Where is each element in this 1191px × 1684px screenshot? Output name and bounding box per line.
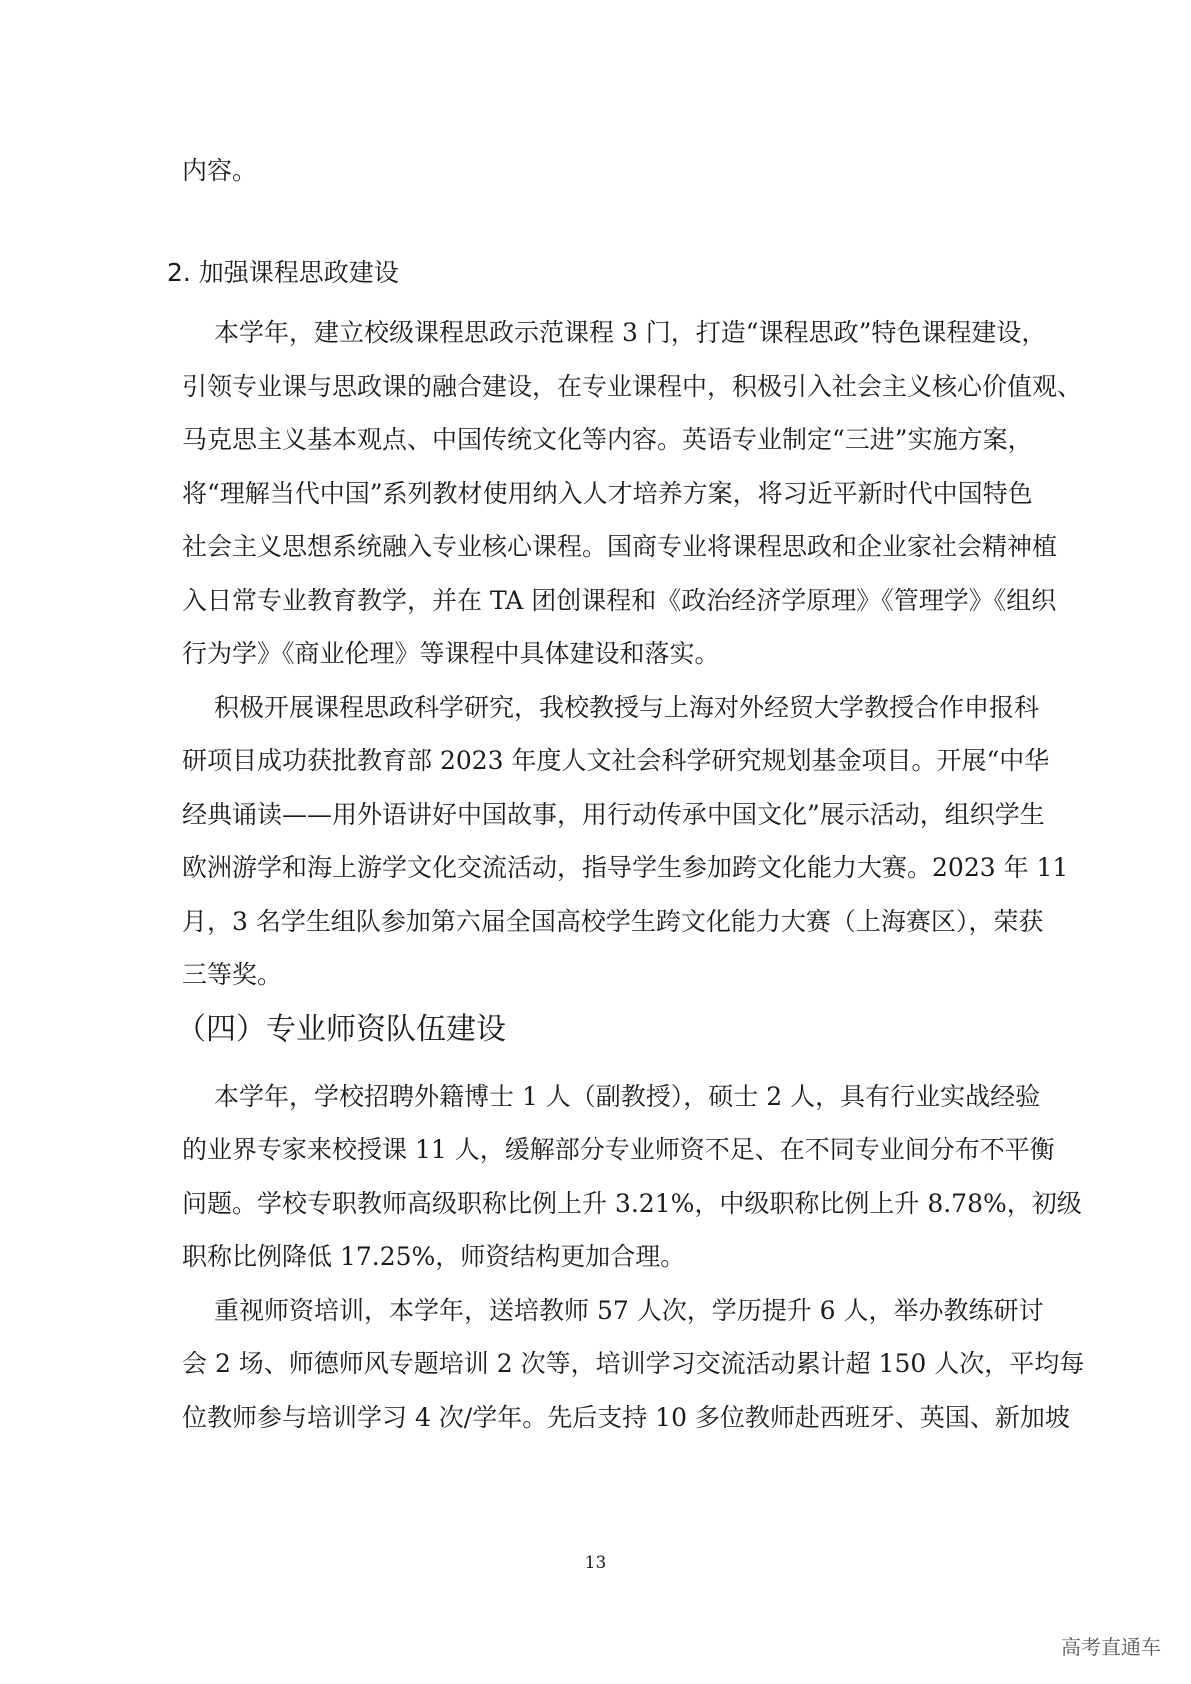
paragraph-line: 本学年，建立校级课程思政示范课程 3 门，打造“课程思政”特色课程建设， (214, 318, 1047, 347)
paragraph-line: 积极开展课程思政科学研究，我校教授与上海对外经贸大学教授合作申报科 (214, 693, 1040, 722)
paragraph-line: 欧洲游学和海上游学文化交流活动，指导学生参加跨文化能力大赛。2023 年 11 (182, 853, 1069, 882)
paragraph-line: 本学年，学校招聘外籍博士 1 人（副教授），硕士 2 人，具有行业实战经验 (214, 1082, 1041, 1111)
paragraph-line: 行为学》《商业伦理》等课程中具体建设和落实。 (182, 639, 720, 668)
section-heading: 2. 加强课程思政建设 (167, 258, 399, 287)
paragraph-line: 问题。学校专职教师高级职称比例上升 3.21%，中级职称比例上升 8.78%，初级 (182, 1189, 1082, 1218)
paragraph-line: 入日常专业教育教学，并在 TA 团创课程和《政治经济学原理》《管理学》《组织 (182, 586, 1057, 615)
paragraph-line: 会 2 场、师德师风专题培训 2 次等，培训学习交流活动累计超 150 人次，平均每 (182, 1349, 1085, 1378)
paragraph-line: 经典诵读——用外语讲好中国故事，用行动传承中国文化”展示活动，组织学生 (182, 800, 1045, 829)
chapter-heading: （四）专业师资队伍建设 (176, 1012, 506, 1047)
watermark-text: 高考直通车 (1061, 1635, 1161, 1659)
paragraph-line: 月，3 名学生组队参加第六届全国高校学生跨文化能力大赛（上海赛区），荣获 (182, 907, 1044, 936)
paragraph-line: 三等奖。 (182, 960, 283, 989)
paragraph-line: 研项目成功获批教育部 2023 年度人文社会科学研究规划基金项目。开展“中华 (182, 746, 1050, 775)
paragraph-line: 职称比例降低 17.25%，师资结构更加合理。 (182, 1242, 686, 1271)
paragraph-line: 的业界专家来校授课 11 人，缓解部分专业师资不足、在不同专业间分布不平衡 (182, 1135, 1055, 1164)
paragraph-line: 位教师参与培训学习 4 次/学年。先后支持 10 多位教师赴西班牙、英国、新加坡 (182, 1403, 1070, 1432)
paragraph-line: 马克思主义基本观点、中国传统文化等内容。英语专业制定“三进”实施方案， (182, 425, 1033, 454)
page-number: 13 (584, 1553, 607, 1573)
lead-line: 内容。 (182, 156, 258, 185)
paragraph-line: 重视师资培训，本学年，送培教师 57 人次，学历提升 6 人，举办教练研讨 (214, 1296, 1044, 1325)
paragraph-line: 引领专业课与思政课的融合建设，在专业课程中，积极引入社会主义核心价值观、 (182, 372, 1083, 401)
paragraph-line: 社会主义思想系统融入专业核心课程。国商专业将课程思政和企业家社会精神植 (182, 532, 1058, 561)
paragraph-line: 将“理解当代中国”系列教材使用纳入人才培养方案，将习近平新时代中国特色 (182, 479, 1033, 508)
